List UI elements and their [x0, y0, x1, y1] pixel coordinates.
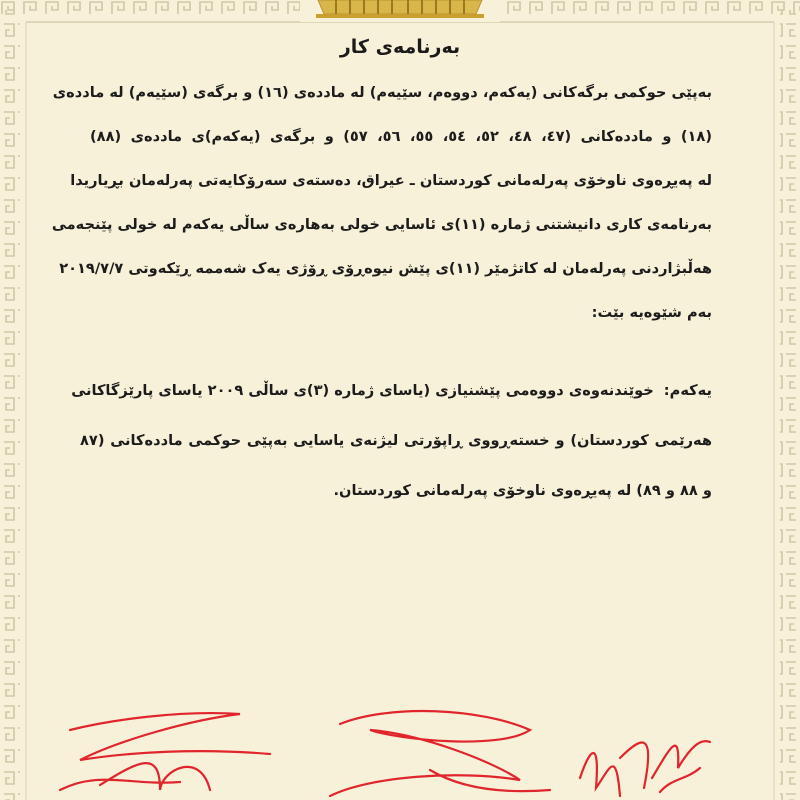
signature	[310, 700, 560, 800]
document-title: بەرنامەی کار	[339, 36, 461, 58]
intro-line: (١٨) و ماددەکانی (٤٧، ٤٨، ٥٢، ٥٤، ٥٥، ٥٦، ٥٧) و برگەی (یەکەم)ی ماددەی (٨٨)	[90, 128, 712, 145]
agenda-item-line	[71, 374, 712, 424]
agenda-item-line: و ٨٨ و ٨٩) لە پەیڕەوی ناوخۆی پەرلەمانی کوردستان.	[333, 482, 712, 499]
intro-line: لە پەیڕەوی ناوخۆی پەرلەمانی کوردستان ـ عیراق، دەستەی سەرۆکایەتی پەرلەمان بڕیاریدا	[70, 172, 712, 189]
agenda-item-first	[71, 374, 712, 524]
intro-line: بەپێی حوکمی برگەکانی (یەکەم، دووەم، سێیەم) لە ماددەی (١٦) و برگەی (سێیەم) لە ماددەی	[52, 84, 712, 101]
agenda-item-line: هەرێمی کوردستان) و خستەڕووی ڕاپۆرتی لیژنەی یاسایی بەپێی حوکمی ماددەکانی (٨٧	[80, 432, 712, 449]
signature	[40, 690, 280, 800]
agenda-item-text: خوێندنەوەی دووەمی پێشنیازی (یاسای ژمارە (٣)ی ساڵی ٢٠٠٩ یاسای پارێزگاکانی	[71, 382, 654, 399]
parliament-emblem-icon	[300, 0, 500, 22]
signature	[560, 708, 720, 800]
intro-line: هەڵبژاردنی پەرلەمان لە کاتژمێر (١١)ی پێش نیوەڕۆی ڕۆژی یەک شەممە ڕێکەوتی ٢٠١٩/٧/٧	[59, 260, 712, 277]
intro-paragraph	[51, 78, 712, 342]
intro-line: بەرنامەی کاری دانیشتنی ژمارە (١١)ی ئاسایی خولی بەهارەی ساڵی یەکەم لە خولی پێنجەمی	[51, 216, 712, 233]
intro-line: بەم شێوەیە بێت:	[591, 304, 712, 321]
agenda-item-label: یەکەم:	[663, 382, 712, 399]
